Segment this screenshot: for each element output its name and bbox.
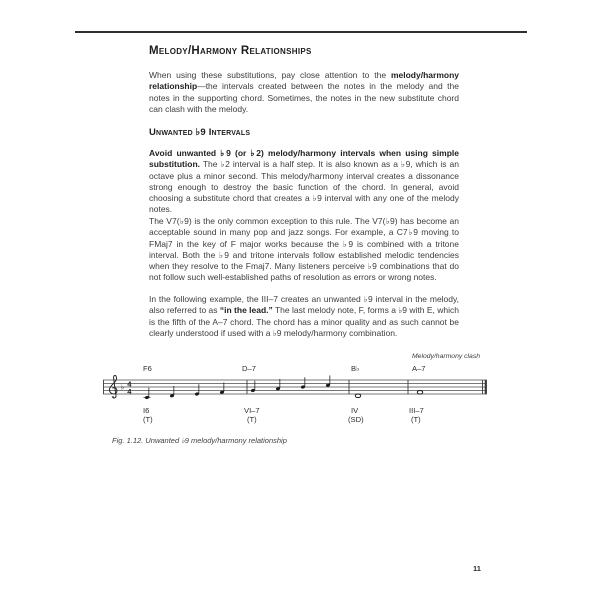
barlines <box>104 380 486 394</box>
page-number: 11 <box>473 564 481 573</box>
roman-numeral-vi-7: VI–7 <box>244 406 260 415</box>
page-title: Melody/Harmony Relationships <box>149 45 312 57</box>
intro-bold-term: melody/harmony relationship <box>149 70 459 92</box>
quarter-note-F4 <box>220 390 225 394</box>
example-text-pre: In the following example, the III–7 creates an unwanted ♭9 interval in the melody, also referred to as <box>149 294 459 316</box>
chord-symbol-f6: F6 <box>143 364 152 373</box>
v7-exception-paragraph: The V7(♭9) is the only common exception to this rule. The V7(♭9) has become an acceptable sound in many pop and jazz songs. For example, a C7♭9 moving to FMaj7 in the key of F major works because the ♭9 is combined with a tritone interval. Both the ♭9 and tritone intervals follow established melodic tendencies when they resolve to the Fmaj7. Many listeners perceive ♭9 combinations that do not follow such well-established paths of resolution as errors or wrong notes. <box>149 216 459 283</box>
chord-symbol-d-7: D–7 <box>242 364 256 373</box>
intro-paragraph <box>149 70 459 115</box>
roman-numeral-iv: IV <box>351 406 359 415</box>
chord-symbol-a-7: A–7 <box>412 364 426 373</box>
function-label-t1: (T) <box>143 415 153 424</box>
figure-caption: Fig. 1.12. Unwanted ♭9 melody/harmony relationship <box>112 436 287 445</box>
avoid-bold-lead: Avoid unwanted ♭9 (or ♭2) melody/harmony intervals when using simple substitution. <box>149 148 459 170</box>
quarter-note-D4 <box>170 394 175 398</box>
chord-symbol-bb: B♭ <box>351 364 360 373</box>
quarter-note-C5 <box>326 383 331 387</box>
treble-clef-icon <box>109 375 116 398</box>
function-label-sd: (SD) <box>348 415 364 424</box>
example-text-post: The last melody note, F, forms a ♭9 with E, which is the fifth of the A–7 chord. The chord has a minor quality and as such cannot be clearly understood if used with a ♭9 melody/harmony combination. <box>149 305 459 338</box>
intro-text-post: —the intervals created between the notes in the melody and the notes in the supporting chord. Sometimes, the notes in the new substitute chord can clash with the melody. <box>149 81 459 114</box>
quarter-note-E4 <box>195 392 200 396</box>
whole-note-D4 <box>355 394 360 398</box>
whole-note-F4 <box>417 390 422 394</box>
time-signature-bottom: 4 <box>127 386 132 396</box>
function-label-t3: (T) <box>411 415 421 424</box>
clash-annotation: Melody/harmony clash <box>412 353 480 360</box>
roman-numeral-i6: I6 <box>143 406 150 415</box>
roman-numeral-iii-7: III–7 <box>409 406 424 415</box>
quarter-note-Bb4 <box>301 385 306 389</box>
staff-lines <box>103 380 487 394</box>
top-rule <box>75 31 527 33</box>
quarter-note-G4 <box>251 388 256 392</box>
example-bold-quote: “in the lead.” <box>219 305 273 316</box>
avoid-paragraph <box>149 148 459 216</box>
example-paragraph <box>149 294 459 339</box>
avoid-text-rest: The ♭2 interval is a half step. It is also known as a ♭9, which is an octave plus a minor second. This melody/harmony interval creates a dissonance strong enough to destroy the basic function of the chord. In general, avoid choosing a substitute chord that creates a ♭9 interval with any one of the melody notes. <box>149 159 459 215</box>
function-label-t2: (T) <box>247 415 257 424</box>
quarter-note-C4 <box>145 395 150 399</box>
quarter-note-A4 <box>276 387 281 391</box>
section-heading: Unwanted ♭9 Intervals <box>149 127 251 138</box>
melody-notes-layer <box>144 375 423 399</box>
time-signature-top: 4 <box>127 379 132 389</box>
intro-text-pre: When using these substitutions, pay close attention to the <box>149 70 391 80</box>
key-signature-flat-icon: ♭ <box>120 382 125 392</box>
